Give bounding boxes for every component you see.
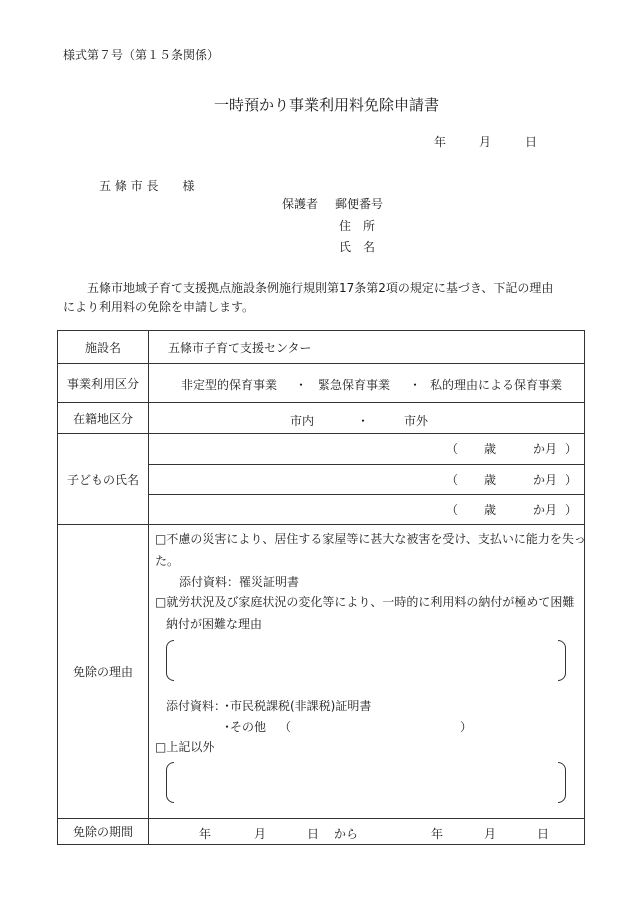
reason-option-disaster-cont: た。: [155, 554, 180, 568]
reason-label: 免除の理由: [58, 525, 149, 819]
work-attachment-label: 添付資料：: [166, 699, 227, 713]
residence-option-inside: 市内: [290, 414, 315, 428]
addressee: 五 條 市 長 様: [99, 179, 195, 193]
service-option-1: 非定型的保育事業: [181, 378, 278, 392]
child-name-cell-2: [149, 465, 585, 495]
other-bracket-left: [166, 762, 174, 803]
facility-row: [58, 331, 585, 364]
reason-option-other[interactable]: □上記以外: [155, 740, 215, 754]
period-label: 免除の期間: [58, 819, 149, 845]
period-end-year: 年: [431, 827, 444, 841]
name-label: 氏 名: [339, 240, 376, 254]
period-end-month: 月: [484, 827, 497, 841]
difficulty-bracket-left: [166, 640, 174, 681]
work-attachment-other: ･その他: [224, 720, 267, 734]
date-month: 月: [479, 135, 492, 149]
service-option-2: 緊急保育事業: [318, 378, 391, 392]
form-number: 様式第７号（第１５条関係）: [63, 48, 220, 62]
applicant-role: 保護者: [282, 197, 319, 211]
child-age-years-2: 歳: [484, 473, 497, 487]
reason-option-disaster[interactable]: □不慮の災害により、居住する家屋等に甚大な被害を受け、支払いに能力を失っ: [155, 532, 586, 546]
intro-line-2: により利用料の免除を申請します。: [63, 300, 255, 314]
residence-option-outside: 市外: [404, 414, 429, 428]
child-age-years-3: 歳: [484, 503, 497, 517]
child-age-close-3: ）: [565, 503, 578, 517]
address-label: 住 所: [339, 219, 376, 233]
child-age-open-1: （: [446, 442, 459, 456]
period-start-month: 月: [254, 827, 267, 841]
facility-value: 五條市子育て支援センター: [168, 340, 312, 355]
facility-label: 施設名: [58, 331, 149, 364]
child-age-open-3: （: [446, 503, 459, 517]
residence-separator: ・: [357, 414, 370, 428]
service-separator-1: ・: [295, 378, 308, 392]
child-age-close-2: ）: [565, 473, 578, 487]
child-label: 子どもの氏名: [58, 434, 149, 525]
period-start-year: 年: [199, 827, 212, 841]
service-separator-2: ・: [409, 378, 422, 392]
application-table: [57, 330, 585, 845]
service-cell: [149, 364, 585, 403]
residence-row: [58, 403, 585, 434]
reason-difficulty-label: 納付が困難な理由: [166, 617, 263, 631]
child-age-close-1: ）: [565, 442, 578, 456]
intro-line-1: 五條市地域子育て支援拠点施設条例施行規則第17条第2項の規定に基づき、下記の理由: [87, 281, 554, 295]
reason-cell: [149, 525, 585, 819]
period-from: から: [334, 827, 359, 841]
residence-cell: [149, 403, 585, 434]
other-bracket-right: [558, 762, 566, 803]
reason-row: [58, 525, 585, 819]
service-label: 事業利用区分: [58, 364, 149, 403]
postal-code-label: 郵便番号: [335, 197, 384, 211]
child-age-months-2: か月: [533, 473, 558, 487]
residence-label: 在籍地区分: [58, 403, 149, 434]
child-age-years-1: 歳: [484, 442, 497, 456]
child-row-1: [58, 434, 585, 465]
date-year: 年: [434, 135, 447, 149]
page-title: 一時預かり事業利用料免除申請書: [214, 96, 440, 114]
reason-option-work-change[interactable]: □就労状況及び家庭状況の変化等により、一時的に利用料の納付が極めて困難: [155, 595, 575, 609]
other-open-paren: （: [279, 720, 292, 734]
date-day: 日: [525, 135, 538, 149]
child-age-months-3: か月: [533, 503, 558, 517]
period-cell: [149, 819, 585, 845]
reason-disaster-attachment: 添付資料：罹災証明書: [179, 575, 300, 589]
period-start-day: 日: [307, 827, 320, 841]
service-option-3: 私的理由による保育事業: [430, 378, 563, 392]
child-age-months-1: か月: [533, 442, 558, 456]
period-row: [58, 819, 585, 845]
work-attachment-tax-certificate: ･市民税課税(非課税)証明書: [224, 699, 372, 713]
other-close-paren: ）: [460, 720, 473, 734]
child-age-open-2: （: [446, 473, 459, 487]
period-end-day: 日: [537, 827, 550, 841]
difficulty-bracket-right: [558, 640, 566, 681]
child-name-cell-3: [149, 495, 585, 525]
facility-cell: [149, 331, 585, 364]
service-row: [58, 364, 585, 403]
child-name-cell-1: [149, 434, 585, 465]
